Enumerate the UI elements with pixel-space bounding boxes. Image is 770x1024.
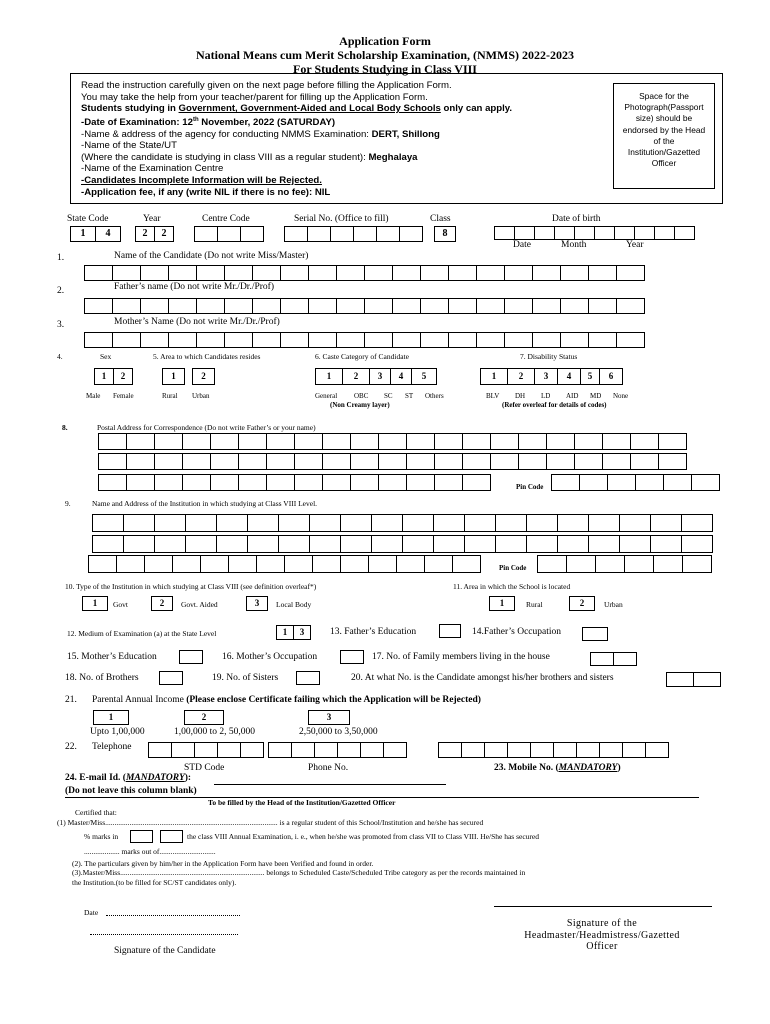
char-box[interactable]: [266, 433, 295, 450]
char-box[interactable]: [663, 474, 692, 491]
char-box[interactable]: [504, 298, 533, 314]
char-box[interactable]: [247, 535, 279, 553]
char-box[interactable]: [532, 265, 561, 281]
telephone-label: Telephone: [92, 742, 132, 752]
income-option-3[interactable]: 3: [308, 710, 350, 725]
char-box[interactable]: [378, 474, 407, 491]
char-box[interactable]: [92, 535, 124, 553]
char-box[interactable]: [448, 332, 477, 348]
caste-label: 6. Caste Category of Candidate: [315, 352, 409, 361]
char-box[interactable]: [216, 535, 248, 553]
char-box[interactable]: [557, 535, 589, 553]
char-box[interactable]: [154, 535, 186, 553]
char-box[interactable]: [322, 453, 351, 470]
mother-name-boxes[interactable]: [84, 332, 644, 348]
char-box[interactable]: [112, 265, 141, 281]
char-box[interactable]: [350, 433, 379, 450]
char-box[interactable]: [546, 433, 575, 450]
medium-label: 12. Medium of Examination (a) at the State Level: [67, 629, 217, 638]
school-rural-box[interactable]: 1: [489, 596, 515, 611]
char-box[interactable]: [630, 433, 659, 450]
dob-date-label: Date: [513, 240, 531, 250]
sibling-position-label: 20. At what No. is the Candidate amongst his/her brothers and sisters: [351, 673, 614, 683]
char-box[interactable]: [406, 474, 435, 491]
no-blank-note: (Do not leave this column blank): [65, 786, 197, 796]
institution-pin-boxes[interactable]: [537, 555, 711, 573]
char-box[interactable]: [526, 535, 558, 553]
char-box[interactable]: [557, 514, 589, 532]
head-signature-line[interactable]: [494, 906, 712, 907]
char-box[interactable]: [434, 453, 463, 470]
char-box[interactable]: [537, 555, 567, 573]
char-box[interactable]: [308, 332, 337, 348]
mother-occupation-label: 16. Mother’s Occupation: [222, 652, 318, 662]
char-box[interactable]: [185, 535, 217, 553]
char-box[interactable]: [383, 742, 407, 758]
char-box[interactable]: [392, 332, 421, 348]
char-box[interactable]: [336, 265, 365, 281]
char-box[interactable]: [98, 453, 127, 470]
char-box[interactable]: [650, 514, 682, 532]
char-box[interactable]: [280, 298, 309, 314]
char-box[interactable]: [238, 453, 267, 470]
mother-occupation-box[interactable]: [340, 650, 364, 664]
char-box[interactable]: [224, 332, 253, 348]
char-box[interactable]: [340, 555, 369, 573]
char-box[interactable]: [560, 265, 589, 281]
char-box[interactable]: [588, 265, 617, 281]
char-box[interactable]: [462, 433, 491, 450]
char-box[interactable]: [309, 535, 341, 553]
form-subtitle: National Means cum Merit Scholarship Examination, (NMMS) 2022-2023: [196, 48, 574, 62]
date-label: Date: [84, 908, 99, 917]
char-box[interactable]: [154, 474, 183, 491]
char-box[interactable]: [84, 332, 113, 348]
char-box[interactable]: [622, 742, 646, 758]
char-box[interactable]: [588, 298, 617, 314]
char-box[interactable]: [216, 514, 248, 532]
char-box[interactable]: [624, 555, 654, 573]
char-box[interactable]: [371, 514, 403, 532]
institution-pin-label: Pin Code: [499, 564, 527, 572]
char-box[interactable]: [560, 332, 589, 348]
char-box[interactable]: [154, 514, 186, 532]
institution-line1[interactable]: [92, 514, 712, 532]
char-box[interactable]: [574, 433, 603, 450]
char-box[interactable]: [402, 535, 434, 553]
char-box[interactable]: [619, 535, 651, 553]
char-box[interactable]: [360, 742, 384, 758]
char-box[interactable]: [168, 298, 197, 314]
char-box[interactable]: [112, 298, 141, 314]
year-label: Year: [143, 214, 161, 224]
char-box[interactable]: [402, 514, 434, 532]
postal-pin-boxes[interactable]: [551, 474, 719, 491]
char-box[interactable]: [406, 433, 435, 450]
char-box[interactable]: [461, 742, 485, 758]
char-box[interactable]: [337, 742, 361, 758]
postal-address-line1[interactable]: [98, 433, 686, 450]
char-box[interactable]: [308, 298, 337, 314]
char-box[interactable]: [371, 535, 403, 553]
char-box[interactable]: [144, 555, 173, 573]
char-box[interactable]: [210, 474, 239, 491]
char-box[interactable]: [462, 453, 491, 470]
sisters-label: 19. No. of Sisters: [212, 673, 279, 683]
char-box[interactable]: [576, 742, 600, 758]
char-box[interactable]: [691, 474, 720, 491]
email-input-line[interactable]: [214, 784, 446, 785]
brothers-label: 18. No. of Brothers: [65, 673, 139, 683]
photograph-space[interactable]: Space for the Photograph(Passport size) should be endorsed by the Head of the Institution/Gazetted Officer: [613, 83, 715, 189]
instructions-box: [70, 73, 723, 204]
char-box[interactable]: [154, 453, 183, 470]
char-box[interactable]: [616, 265, 645, 281]
char-box[interactable]: [504, 332, 533, 348]
year-boxes[interactable]: 2 2: [135, 226, 173, 242]
char-box[interactable]: [607, 474, 636, 491]
char-box[interactable]: [196, 332, 225, 348]
char-box[interactable]: [518, 453, 547, 470]
char-box[interactable]: [294, 453, 323, 470]
mobile-label: 23. Mobile No. (MANDATORY): [494, 763, 621, 773]
char-box[interactable]: [630, 453, 659, 470]
school-area-label: 11. Area in which the School is located: [453, 582, 571, 591]
head-signature-label: Signature of the Headmaster/Headmistress/Gazetted Officer: [524, 918, 680, 952]
char-box[interactable]: [635, 474, 664, 491]
char-box[interactable]: [294, 433, 323, 450]
char-box[interactable]: [210, 433, 239, 450]
father-name-label: Father’s name (Do not write Mr./Dr./Prof): [114, 282, 274, 292]
sex-options[interactable]: 1 2: [94, 368, 132, 385]
institution-line2[interactable]: [92, 535, 712, 553]
disability-label: 7. Disability Status: [520, 352, 578, 361]
char-box[interactable]: [599, 742, 623, 758]
char-box[interactable]: [84, 298, 113, 314]
type-local-body-box[interactable]: 3: [246, 596, 268, 611]
char-box[interactable]: [495, 514, 527, 532]
char-box[interactable]: [312, 555, 341, 573]
char-box[interactable]: [350, 474, 379, 491]
income-option-2[interactable]: 2: [184, 710, 224, 725]
char-box[interactable]: [278, 535, 310, 553]
centre-code-label: Centre Code: [202, 214, 250, 224]
family-members-boxes[interactable]: [590, 652, 636, 666]
mother-education-label: 15. Mother’s Education: [67, 652, 157, 662]
char-box[interactable]: [681, 514, 713, 532]
char-box[interactable]: [420, 332, 449, 348]
state-code-label: State Code: [67, 214, 109, 224]
father-occupation-box[interactable]: [582, 627, 608, 641]
postal-pin-label: Pin Code: [516, 483, 544, 491]
char-box[interactable]: [495, 535, 527, 553]
char-box[interactable]: [116, 555, 145, 573]
char-box[interactable]: [154, 433, 183, 450]
char-box[interactable]: [126, 453, 155, 470]
char-box[interactable]: [392, 265, 421, 281]
serial-no-label: Serial No. (Office to fill): [294, 214, 389, 224]
char-box[interactable]: [126, 474, 155, 491]
phone-no-boxes[interactable]: [268, 742, 406, 758]
char-box[interactable]: [368, 555, 397, 573]
candidate-signature-line[interactable]: [90, 934, 238, 935]
char-box[interactable]: [210, 453, 239, 470]
char-box[interactable]: [238, 433, 267, 450]
father-education-box[interactable]: [439, 624, 461, 638]
char-box[interactable]: [553, 742, 577, 758]
char-box[interactable]: [196, 298, 225, 314]
char-box[interactable]: [84, 265, 113, 281]
medium-boxes[interactable]: 1 3: [276, 625, 310, 640]
char-box[interactable]: [424, 555, 453, 573]
char-box[interactable]: [123, 514, 155, 532]
char-box[interactable]: [252, 298, 281, 314]
char-box[interactable]: [653, 555, 683, 573]
char-box[interactable]: [340, 535, 372, 553]
area-rural-box[interactable]: 1: [162, 368, 185, 385]
char-box[interactable]: [551, 474, 580, 491]
char-box[interactable]: [616, 332, 645, 348]
char-box[interactable]: [420, 298, 449, 314]
char-box[interactable]: [518, 433, 547, 450]
form-subtitle-class: For Students Studying in Class VIII: [293, 62, 477, 76]
income-label: Parental Annual Income (Please enclose Certificate failing which the Application will be Rejected): [92, 695, 481, 705]
char-box[interactable]: [322, 433, 351, 450]
dob-year-label: Year: [626, 240, 644, 250]
char-box[interactable]: [588, 332, 617, 348]
char-box[interactable]: [364, 332, 393, 348]
char-box[interactable]: [490, 433, 519, 450]
char-box[interactable]: [566, 555, 596, 573]
candidate-name-boxes[interactable]: [84, 265, 644, 281]
char-box[interactable]: [448, 265, 477, 281]
email-label: 24. E-mail Id. (MANDATORY):: [65, 773, 192, 783]
school-urban-box[interactable]: 2: [569, 596, 595, 611]
char-box[interactable]: [224, 298, 253, 314]
char-box[interactable]: [526, 514, 558, 532]
char-box[interactable]: [140, 298, 169, 314]
std-code-boxes[interactable]: [148, 742, 263, 758]
char-box[interactable]: [123, 535, 155, 553]
postal-address-line3[interactable]: [98, 474, 490, 491]
char-box[interactable]: [278, 514, 310, 532]
char-box[interactable]: [168, 265, 197, 281]
char-box[interactable]: [256, 555, 285, 573]
char-box[interactable]: [200, 555, 229, 573]
char-box[interactable]: [140, 265, 169, 281]
char-box[interactable]: [266, 474, 295, 491]
char-box[interactable]: [392, 298, 421, 314]
cert-line-1: (1) Master/Miss............................................................................................ is a regular student of this School/Institution and he/she has secured: [57, 818, 484, 827]
father-education-label: 13. Father’s Education: [330, 627, 417, 637]
char-box[interactable]: [602, 433, 631, 450]
father-occupation-label: 14.Father’s Occupation: [472, 627, 561, 637]
char-box[interactable]: [194, 742, 218, 758]
char-box[interactable]: [148, 742, 172, 758]
dob-month-label: Month: [561, 240, 587, 250]
char-box[interactable]: [196, 265, 225, 281]
char-box[interactable]: [364, 265, 393, 281]
char-box[interactable]: [280, 265, 309, 281]
char-box[interactable]: [336, 298, 365, 314]
char-box[interactable]: [98, 433, 127, 450]
char-box[interactable]: [291, 742, 315, 758]
char-box[interactable]: [280, 332, 309, 348]
char-box[interactable]: [378, 453, 407, 470]
type-govt-box[interactable]: 1: [82, 596, 108, 611]
char-box[interactable]: [238, 474, 267, 491]
char-box[interactable]: [448, 298, 477, 314]
char-box[interactable]: [546, 453, 575, 470]
char-box[interactable]: [309, 514, 341, 532]
char-box[interactable]: [658, 433, 687, 450]
percent-marks-box[interactable]: [130, 830, 153, 843]
mother-education-box[interactable]: [179, 650, 203, 664]
char-box[interactable]: [182, 474, 211, 491]
dob-boxes[interactable]: [494, 226, 694, 240]
char-box[interactable]: [228, 555, 257, 573]
char-box[interactable]: [396, 555, 425, 573]
char-box[interactable]: [434, 433, 463, 450]
char-box[interactable]: [266, 453, 295, 470]
institution-type-label: 10. Type of the Institution in which studying at Class VIII (see definition overleaf*): [65, 582, 317, 591]
char-box[interactable]: [602, 453, 631, 470]
sisters-box[interactable]: [296, 671, 320, 685]
form-title: Application Form: [339, 34, 431, 48]
char-box[interactable]: [595, 555, 625, 573]
char-box[interactable]: [588, 535, 620, 553]
institution-line3[interactable]: [88, 555, 480, 573]
char-box[interactable]: [294, 474, 323, 491]
char-box[interactable]: [464, 535, 496, 553]
char-box[interactable]: [490, 453, 519, 470]
char-box[interactable]: [504, 265, 533, 281]
mother-name-label: Mother’s Name (Do not write Mr./Dr./Prof): [114, 317, 280, 327]
char-box[interactable]: [507, 742, 531, 758]
char-box[interactable]: [182, 453, 211, 470]
char-box[interactable]: [532, 332, 561, 348]
char-box[interactable]: [574, 453, 603, 470]
char-box[interactable]: [616, 298, 645, 314]
char-box[interactable]: [658, 453, 687, 470]
postal-address-line2[interactable]: [98, 453, 686, 470]
char-box[interactable]: [434, 474, 463, 491]
char-box[interactable]: [340, 514, 372, 532]
institution-label: Name and Address of the Institution in which studying at Class VIII Level.: [92, 499, 318, 508]
char-box[interactable]: [126, 433, 155, 450]
char-box[interactable]: [462, 474, 491, 491]
char-box[interactable]: [619, 514, 651, 532]
char-box[interactable]: [530, 742, 554, 758]
char-box[interactable]: [92, 514, 124, 532]
sibling-position-boxes[interactable]: [666, 672, 720, 687]
char-box[interactable]: [682, 555, 712, 573]
char-box[interactable]: [681, 535, 713, 553]
char-box[interactable]: [336, 332, 365, 348]
state-code-boxes[interactable]: 1 4: [70, 226, 120, 242]
char-box[interactable]: [433, 535, 465, 553]
char-box[interactable]: [182, 433, 211, 450]
char-box[interactable]: [579, 474, 608, 491]
char-box[interactable]: [268, 742, 292, 758]
class-marks-box[interactable]: [160, 830, 183, 843]
candidate-name-label: Name of the Candidate (Do not write Miss/Master): [114, 251, 309, 261]
char-box[interactable]: [140, 332, 169, 348]
char-box[interactable]: [284, 555, 313, 573]
char-box[interactable]: [240, 742, 264, 758]
char-box[interactable]: [406, 453, 435, 470]
char-box[interactable]: [645, 742, 669, 758]
char-box[interactable]: [252, 332, 281, 348]
char-box[interactable]: [98, 474, 127, 491]
char-box[interactable]: [420, 265, 449, 281]
char-box[interactable]: [247, 514, 279, 532]
char-box[interactable]: [172, 555, 201, 573]
instructions-text: Read the instruction carefully given on the next page before filling the Application Form. You may take the help from your teacher/parent for filling up the Application Form. Students studying in Government, Government-Aided and Local Body Schools only can apply. -Date of Examination: 12th November, 2022 (SATURDAY) -Name & address of the agency for conducting NMMS Examination: DERT, Shillong -Name of the State/UT (Where the candidate is studying in class VIII as a regular student): Meghalaya -Name of the Examination Centre -Candidates Incomplete Information will be Rejected. -Application fee, if any (write NIL if there is no fee): NIL: [81, 80, 513, 198]
class-label: Class: [430, 214, 451, 224]
char-box[interactable]: [378, 433, 407, 450]
disability-options[interactable]: 1 2 3 4 5 6: [480, 368, 622, 385]
area-label: 5. Area to which Candidates resides: [153, 352, 261, 361]
char-box[interactable]: [588, 514, 620, 532]
father-name-boxes[interactable]: [84, 298, 644, 314]
date-line[interactable]: [106, 915, 240, 916]
char-box[interactable]: [217, 742, 241, 758]
char-box[interactable]: [484, 742, 508, 758]
char-box[interactable]: [364, 298, 393, 314]
centre-code-boxes[interactable]: [194, 226, 263, 242]
char-box[interactable]: [252, 265, 281, 281]
char-box[interactable]: [476, 298, 505, 314]
char-box[interactable]: [224, 265, 253, 281]
char-box[interactable]: [322, 474, 351, 491]
char-box[interactable]: [168, 332, 197, 348]
postal-address-label: Postal Address for Correspondence (Do not write Father’s or your name): [97, 423, 316, 432]
char-box[interactable]: [452, 555, 481, 573]
char-box[interactable]: [308, 265, 337, 281]
char-box[interactable]: [560, 298, 589, 314]
type-aided-box[interactable]: 2: [151, 596, 173, 611]
dob-label: Date of birth: [552, 214, 601, 224]
char-box[interactable]: [476, 265, 505, 281]
candidate-signature-label: Signature of the Candidate: [114, 946, 216, 956]
char-box[interactable]: [350, 453, 379, 470]
char-box[interactable]: [88, 555, 117, 573]
caste-options[interactable]: 1 2 3 4 5: [315, 368, 436, 385]
char-box[interactable]: [532, 298, 561, 314]
char-box[interactable]: [438, 742, 462, 758]
family-members-label: 17. No. of Family members living in the house: [372, 652, 550, 662]
certificate-heading: To be filled by the Head of the Institution/Gazetted Officer: [208, 798, 396, 807]
char-box[interactable]: [185, 514, 217, 532]
char-box[interactable]: [171, 742, 195, 758]
serial-no-boxes[interactable]: [284, 226, 422, 242]
area-urban-box[interactable]: 2: [192, 368, 215, 385]
char-box[interactable]: [433, 514, 465, 532]
brothers-box[interactable]: [159, 671, 183, 685]
income-option-1[interactable]: 1: [93, 710, 129, 725]
char-box[interactable]: [464, 514, 496, 532]
char-box[interactable]: [112, 332, 141, 348]
mobile-no-boxes[interactable]: [438, 742, 668, 758]
char-box[interactable]: [476, 332, 505, 348]
char-box[interactable]: [314, 742, 338, 758]
char-box[interactable]: [650, 535, 682, 553]
sex-label: Sex: [100, 352, 112, 361]
class-box[interactable]: 8: [434, 226, 456, 242]
